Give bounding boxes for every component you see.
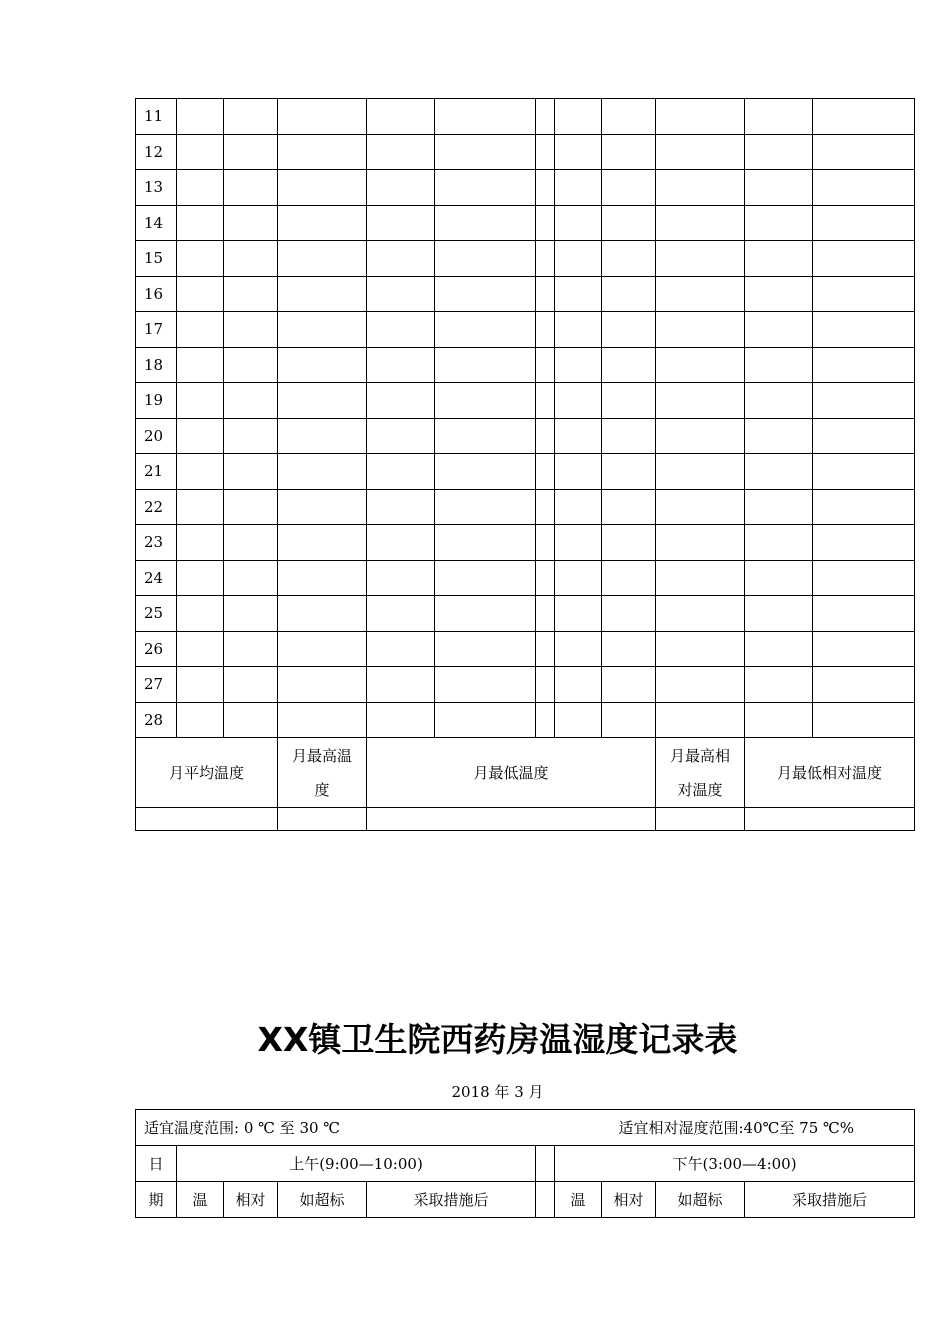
min-rh-value-cell[interactable]	[745, 808, 915, 831]
entry-cell[interactable]	[435, 241, 536, 277]
entry-cell[interactable]	[224, 170, 278, 206]
entry-cell[interactable]	[435, 631, 536, 667]
entry-cell[interactable]	[367, 170, 435, 206]
day-number: 18	[136, 347, 177, 383]
entry-cell[interactable]	[435, 667, 536, 703]
entry-cell[interactable]	[602, 99, 656, 135]
entry-cell[interactable]	[656, 134, 745, 170]
entry-cell[interactable]	[177, 702, 224, 738]
divider-cell	[536, 241, 555, 277]
entry-cell[interactable]	[278, 99, 367, 135]
entry-cell[interactable]	[367, 489, 435, 525]
entry-cell[interactable]	[367, 241, 435, 277]
entry-cell[interactable]	[278, 205, 367, 241]
rh-range: 适宜相对湿度范围:40℃至 75 ℃%	[618, 1119, 855, 1137]
entry-cell[interactable]	[367, 667, 435, 703]
entry-cell[interactable]	[602, 596, 656, 632]
day-number: 11	[136, 99, 177, 135]
entry-cell[interactable]	[224, 525, 278, 561]
entry-cell[interactable]	[555, 667, 602, 703]
entry-cell[interactable]	[745, 631, 813, 667]
entry-cell[interactable]	[367, 560, 435, 596]
entry-cell[interactable]	[224, 383, 278, 419]
day-number: 13	[136, 170, 177, 206]
entry-cell[interactable]	[813, 489, 915, 525]
summary-header-row	[136, 738, 915, 808]
day-number: 28	[136, 702, 177, 738]
min-temp-label: 月最低温度	[367, 738, 656, 808]
entry-cell[interactable]	[435, 205, 536, 241]
table-row	[136, 134, 915, 170]
entry-cell[interactable]	[435, 418, 536, 454]
entry-cell[interactable]	[813, 702, 915, 738]
entry-cell[interactable]	[435, 347, 536, 383]
entry-cell[interactable]	[555, 631, 602, 667]
entry-cell[interactable]	[745, 241, 813, 277]
entry-cell[interactable]	[602, 276, 656, 312]
table-row	[136, 525, 915, 561]
entry-cell[interactable]	[435, 99, 536, 135]
entry-cell[interactable]	[367, 383, 435, 419]
table-row	[136, 454, 915, 490]
date-label-top: 日	[136, 1146, 177, 1182]
afternoon-rh-header: 相对	[602, 1182, 656, 1218]
entry-cell[interactable]	[813, 383, 915, 419]
entry-cell[interactable]	[745, 205, 813, 241]
divider-cell	[536, 667, 555, 703]
entry-cell[interactable]	[745, 383, 813, 419]
afternoon-measure-header: 采取措施后	[745, 1182, 915, 1218]
entry-cell[interactable]	[177, 525, 224, 561]
entry-cell[interactable]	[367, 525, 435, 561]
afternoon-label: 下午(3:00—4:00)	[555, 1146, 915, 1182]
entry-cell[interactable]	[555, 489, 602, 525]
entry-cell[interactable]	[813, 631, 915, 667]
morning-temp-header: 温	[177, 1182, 224, 1218]
entry-cell[interactable]	[656, 170, 745, 206]
entry-cell[interactable]	[278, 418, 367, 454]
entry-cell[interactable]	[435, 596, 536, 632]
entry-cell[interactable]	[745, 525, 813, 561]
entry-cell[interactable]	[367, 596, 435, 632]
entry-cell[interactable]	[177, 170, 224, 206]
entry-cell[interactable]	[224, 667, 278, 703]
range-row	[136, 1110, 915, 1146]
entry-cell[interactable]	[602, 241, 656, 277]
entry-cell[interactable]	[656, 702, 745, 738]
entry-cell[interactable]	[656, 276, 745, 312]
divider-cell	[536, 560, 555, 596]
divider-cell	[536, 383, 555, 419]
avg-temp-value-cell[interactable]	[136, 808, 278, 831]
entry-cell[interactable]	[435, 525, 536, 561]
entry-cell[interactable]	[367, 99, 435, 135]
table-row	[136, 596, 915, 632]
entry-cell[interactable]	[224, 312, 278, 348]
entry-cell[interactable]	[177, 596, 224, 632]
entry-cell[interactable]	[555, 134, 602, 170]
entry-cell[interactable]	[177, 241, 224, 277]
day-number: 23	[136, 525, 177, 561]
entry-cell[interactable]	[224, 631, 278, 667]
entry-cell[interactable]	[602, 170, 656, 206]
entry-cell[interactable]	[224, 241, 278, 277]
table-row	[136, 205, 915, 241]
entry-cell[interactable]	[745, 702, 813, 738]
divider-cell	[536, 1182, 555, 1218]
log-table-header	[135, 1109, 915, 1218]
table-row	[136, 631, 915, 667]
entry-cell[interactable]	[435, 134, 536, 170]
entry-cell[interactable]	[555, 596, 602, 632]
divider-cell	[536, 596, 555, 632]
entry-cell[interactable]	[602, 383, 656, 419]
log-table-continued	[135, 98, 915, 831]
entry-cell[interactable]	[367, 347, 435, 383]
entry-cell[interactable]	[602, 134, 656, 170]
entry-cell[interactable]	[745, 170, 813, 206]
entry-cell[interactable]	[177, 631, 224, 667]
entry-cell[interactable]	[435, 276, 536, 312]
entry-cell[interactable]	[555, 454, 602, 490]
date-label-bottom: 期	[136, 1182, 177, 1218]
day-number: 14	[136, 205, 177, 241]
entry-cell[interactable]	[602, 702, 656, 738]
entry-cell[interactable]	[656, 312, 745, 348]
entry-cell[interactable]	[177, 560, 224, 596]
entry-cell[interactable]	[177, 134, 224, 170]
entry-cell[interactable]	[278, 631, 367, 667]
entry-cell[interactable]	[602, 667, 656, 703]
morning-exceed-header: 如超标	[278, 1182, 367, 1218]
entry-cell[interactable]	[224, 560, 278, 596]
entry-cell[interactable]	[813, 347, 915, 383]
divider-cell	[536, 276, 555, 312]
entry-cell[interactable]	[177, 667, 224, 703]
entry-cell[interactable]	[602, 489, 656, 525]
entry-cell[interactable]	[435, 170, 536, 206]
table-row	[136, 667, 915, 703]
day-number: 27	[136, 667, 177, 703]
entry-cell[interactable]	[224, 134, 278, 170]
entry-cell[interactable]	[177, 418, 224, 454]
table-row	[136, 347, 915, 383]
entry-cell[interactable]	[602, 312, 656, 348]
entry-cell[interactable]	[602, 418, 656, 454]
day-number: 26	[136, 631, 177, 667]
entry-cell[interactable]	[745, 312, 813, 348]
divider-cell	[536, 525, 555, 561]
entry-cell[interactable]	[745, 134, 813, 170]
day-number: 22	[136, 489, 177, 525]
entry-cell[interactable]	[745, 347, 813, 383]
date-line: 2018 年 3 月	[451, 1083, 544, 1101]
entry-cell[interactable]	[224, 596, 278, 632]
entry-cell[interactable]	[435, 560, 536, 596]
entry-cell[interactable]	[278, 454, 367, 490]
entry-cell[interactable]	[656, 560, 745, 596]
entry-cell[interactable]	[656, 631, 745, 667]
entry-cell[interactable]	[813, 418, 915, 454]
afternoon-temp-header: 温	[555, 1182, 602, 1218]
entry-cell[interactable]	[224, 347, 278, 383]
entry-cell[interactable]	[745, 596, 813, 632]
entry-cell[interactable]	[813, 667, 915, 703]
entry-cell[interactable]	[656, 241, 745, 277]
entry-cell[interactable]	[278, 347, 367, 383]
entry-cell[interactable]	[656, 596, 745, 632]
summary-value-row	[136, 808, 915, 831]
entry-cell[interactable]	[656, 347, 745, 383]
entry-cell[interactable]	[435, 489, 536, 525]
day-number: 25	[136, 596, 177, 632]
entry-cell[interactable]	[177, 383, 224, 419]
temp-range: 适宜温度范围: 0 ℃ 至 30 ℃	[144, 1119, 341, 1137]
divider-cell	[536, 418, 555, 454]
entry-cell[interactable]	[602, 525, 656, 561]
entry-cell[interactable]	[813, 312, 915, 348]
table-row	[136, 383, 915, 419]
entry-cell[interactable]	[745, 418, 813, 454]
entry-cell[interactable]	[278, 560, 367, 596]
divider-cell	[536, 312, 555, 348]
table-row	[136, 241, 915, 277]
entry-cell[interactable]	[278, 312, 367, 348]
entry-cell[interactable]	[745, 454, 813, 490]
entry-cell[interactable]	[555, 205, 602, 241]
divider-cell	[536, 99, 555, 135]
entry-cell[interactable]	[278, 170, 367, 206]
entry-cell[interactable]	[177, 276, 224, 312]
day-number: 24	[136, 560, 177, 596]
day-number: 16	[136, 276, 177, 312]
divider-cell	[536, 134, 555, 170]
entry-cell[interactable]	[224, 454, 278, 490]
entry-cell[interactable]	[656, 205, 745, 241]
divider-cell	[536, 489, 555, 525]
entry-cell[interactable]	[555, 170, 602, 206]
entry-cell[interactable]	[367, 454, 435, 490]
entry-cell[interactable]	[602, 560, 656, 596]
entry-cell[interactable]	[278, 525, 367, 561]
entry-cell[interactable]	[745, 276, 813, 312]
table-row	[136, 489, 915, 525]
entry-cell[interactable]	[813, 276, 915, 312]
min-temp-value-cell[interactable]	[367, 808, 656, 831]
max-temp-label: 月最高温 度	[278, 738, 367, 808]
range-cell	[136, 1110, 915, 1146]
entry-cell[interactable]	[745, 99, 813, 135]
entry-cell[interactable]	[813, 596, 915, 632]
entry-cell[interactable]	[224, 99, 278, 135]
day-number: 21	[136, 454, 177, 490]
entry-cell[interactable]	[602, 454, 656, 490]
entry-cell[interactable]	[555, 276, 602, 312]
day-number: 20	[136, 418, 177, 454]
entry-cell[interactable]	[656, 99, 745, 135]
entry-cell[interactable]	[367, 418, 435, 454]
entry-cell[interactable]	[278, 596, 367, 632]
entry-cell[interactable]	[656, 489, 745, 525]
morning-measure-header: 采取措施后	[367, 1182, 536, 1218]
entry-cell[interactable]	[555, 99, 602, 135]
day-number: 12	[136, 134, 177, 170]
entry-cell[interactable]	[602, 205, 656, 241]
entry-cell[interactable]	[555, 383, 602, 419]
entry-cell[interactable]	[224, 489, 278, 525]
entry-cell[interactable]	[278, 383, 367, 419]
entry-cell[interactable]	[813, 134, 915, 170]
entry-cell[interactable]	[813, 170, 915, 206]
entry-cell[interactable]	[177, 489, 224, 525]
entry-cell[interactable]	[224, 276, 278, 312]
entry-cell[interactable]	[177, 205, 224, 241]
avg-temp-label: 月平均温度	[136, 738, 278, 808]
entry-cell[interactable]	[435, 702, 536, 738]
entry-cell[interactable]	[278, 276, 367, 312]
entry-cell[interactable]	[602, 347, 656, 383]
entry-cell[interactable]	[435, 454, 536, 490]
entry-cell[interactable]	[278, 489, 367, 525]
entry-cell[interactable]	[367, 134, 435, 170]
divider-cell	[536, 454, 555, 490]
divider-cell	[536, 702, 555, 738]
divider-cell	[536, 170, 555, 206]
table-row	[136, 99, 915, 135]
entry-cell[interactable]	[656, 525, 745, 561]
entry-cell[interactable]	[278, 702, 367, 738]
day-number: 15	[136, 241, 177, 277]
entry-cell[interactable]	[745, 489, 813, 525]
entry-cell[interactable]	[367, 702, 435, 738]
entry-cell[interactable]	[435, 312, 536, 348]
table-row	[136, 312, 915, 348]
entry-cell[interactable]	[745, 560, 813, 596]
table-row	[136, 560, 915, 596]
entry-cell[interactable]	[555, 312, 602, 348]
entry-cell[interactable]	[367, 631, 435, 667]
entry-cell[interactable]	[435, 383, 536, 419]
entry-cell[interactable]	[278, 667, 367, 703]
divider-cell	[536, 347, 555, 383]
entry-cell[interactable]	[177, 99, 224, 135]
divider-cell	[536, 631, 555, 667]
entry-cell[interactable]	[367, 205, 435, 241]
column-header-row	[136, 1182, 915, 1218]
entry-cell[interactable]	[224, 205, 278, 241]
entry-cell[interactable]	[813, 99, 915, 135]
morning-rh-header: 相对	[224, 1182, 278, 1218]
entry-cell[interactable]	[656, 383, 745, 419]
form-title: XX镇卫生院西药房温湿度记录表	[257, 1020, 738, 1059]
entry-cell[interactable]	[555, 241, 602, 277]
entry-cell[interactable]	[177, 347, 224, 383]
entry-cell[interactable]	[278, 241, 367, 277]
entry-cell[interactable]	[555, 347, 602, 383]
max-rh-value-cell[interactable]	[656, 808, 745, 831]
entry-cell[interactable]	[813, 454, 915, 490]
afternoon-exceed-header: 如超标	[656, 1182, 745, 1218]
entry-cell[interactable]	[813, 560, 915, 596]
table-row	[136, 276, 915, 312]
entry-cell[interactable]	[656, 418, 745, 454]
entry-cell[interactable]	[745, 667, 813, 703]
entry-cell[interactable]	[656, 667, 745, 703]
day-number: 19	[136, 383, 177, 419]
min-rh-label: 月最低相对温度	[745, 738, 915, 808]
entry-cell[interactable]	[555, 525, 602, 561]
max-rh-label: 月最高相 对温度	[656, 738, 745, 808]
table-row	[136, 170, 915, 206]
table-row	[136, 702, 915, 738]
entry-cell[interactable]	[555, 702, 602, 738]
entry-cell[interactable]	[367, 312, 435, 348]
entry-cell[interactable]	[813, 205, 915, 241]
entry-cell[interactable]	[224, 418, 278, 454]
entry-cell[interactable]	[555, 418, 602, 454]
day-number: 17	[136, 312, 177, 348]
entry-cell[interactable]	[813, 241, 915, 277]
entry-cell[interactable]	[177, 454, 224, 490]
entry-cell[interactable]	[367, 276, 435, 312]
entry-cell[interactable]	[555, 560, 602, 596]
entry-cell[interactable]	[224, 702, 278, 738]
max-temp-value-cell[interactable]	[278, 808, 367, 831]
entry-cell[interactable]	[278, 134, 367, 170]
period-row	[136, 1146, 915, 1182]
morning-label: 上午(9:00—10:00)	[177, 1146, 536, 1182]
divider-cell	[536, 1146, 555, 1182]
entry-cell[interactable]	[656, 454, 745, 490]
divider-cell	[536, 205, 555, 241]
entry-cell[interactable]	[177, 312, 224, 348]
entry-cell[interactable]	[813, 525, 915, 561]
entry-cell[interactable]	[602, 631, 656, 667]
table-row	[136, 418, 915, 454]
